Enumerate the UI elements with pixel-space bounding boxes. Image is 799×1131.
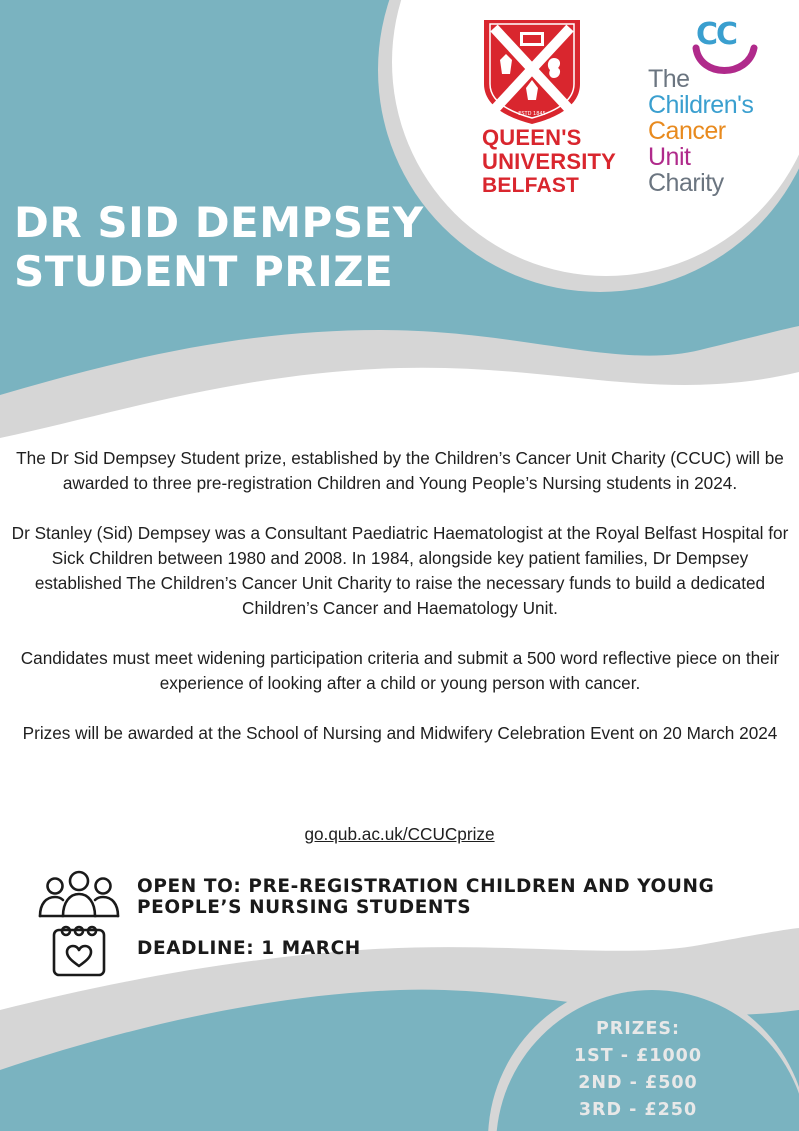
description-paragraph-1: The Dr Sid Dempsey Student prize, established by the Children’s Cancer Unit Charity (CCUC) will be awarded to three pre-registration Children and Young People’s Nursing students in 2024. xyxy=(16,448,784,493)
page-title xyxy=(14,198,494,296)
ccuc-line1: The xyxy=(648,65,690,93)
qub-line2: UNIVERSITY xyxy=(482,149,617,174)
prize-second: 2ND - £500 xyxy=(578,1073,698,1093)
description-paragraph-3: Candidates must meet widening participation criteria and submit a 500 word reflective piece on their experience of looking after a child or young person with cancer. xyxy=(20,648,780,693)
prize-third: 3RD - £250 xyxy=(578,1100,698,1120)
title-line1: DR SID DEMPSEY xyxy=(14,198,424,247)
svg-text:ESTD 1845: ESTD 1845 xyxy=(518,111,546,117)
description-paragraph-2: Dr Stanley (Sid) Dempsey was a Consultant Paediatric Haematologist at the Royal Belfast Hospital for Sick Children between 1980 and 2008. In 1984, alongside key patient families, Dr Dempsey established The Children’s Cancer Unit Charity to raise the necessary funds to build a dedicated Children’s Cancer and Haematology Unit. xyxy=(11,523,789,618)
prize-first: 1ST - £1000 xyxy=(573,1046,703,1066)
description xyxy=(10,446,790,746)
calendar-heart-icon xyxy=(50,922,108,978)
ccuc-line3: Cancer xyxy=(648,117,726,145)
description-paragraph-4: Prizes will be awarded at the School of Nursing and Midwifery Celebration Event on 20 March 2024 xyxy=(22,723,778,743)
prizes-list xyxy=(548,1016,728,1124)
svg-text:CC: CC xyxy=(696,18,737,52)
prizes-heading: PRIZES: xyxy=(595,1019,681,1039)
ccuc-line2: Children's xyxy=(648,91,754,119)
title-line2: STUDENT PRIZE xyxy=(14,247,394,296)
ccuc-wordmark xyxy=(648,66,788,196)
deadline-text: DEADLINE: 1 MARCH xyxy=(137,938,361,959)
prize-link[interactable]: go.qub.ac.uk/CCUCprize xyxy=(304,824,495,844)
people-group-icon xyxy=(36,870,122,918)
ccuc-line5: Charity xyxy=(648,169,724,197)
qub-line3: BELFAST xyxy=(482,174,580,197)
qub-line1: QUEEN'S xyxy=(482,125,582,150)
qub-wordmark xyxy=(482,126,642,198)
ccuc-line4: Unit xyxy=(648,143,691,171)
open-to-text: OPEN TO: PRE-REGISTRATION CHILDREN AND YOUNG PEOPLE’S NURSING STUDENTS xyxy=(137,876,715,918)
